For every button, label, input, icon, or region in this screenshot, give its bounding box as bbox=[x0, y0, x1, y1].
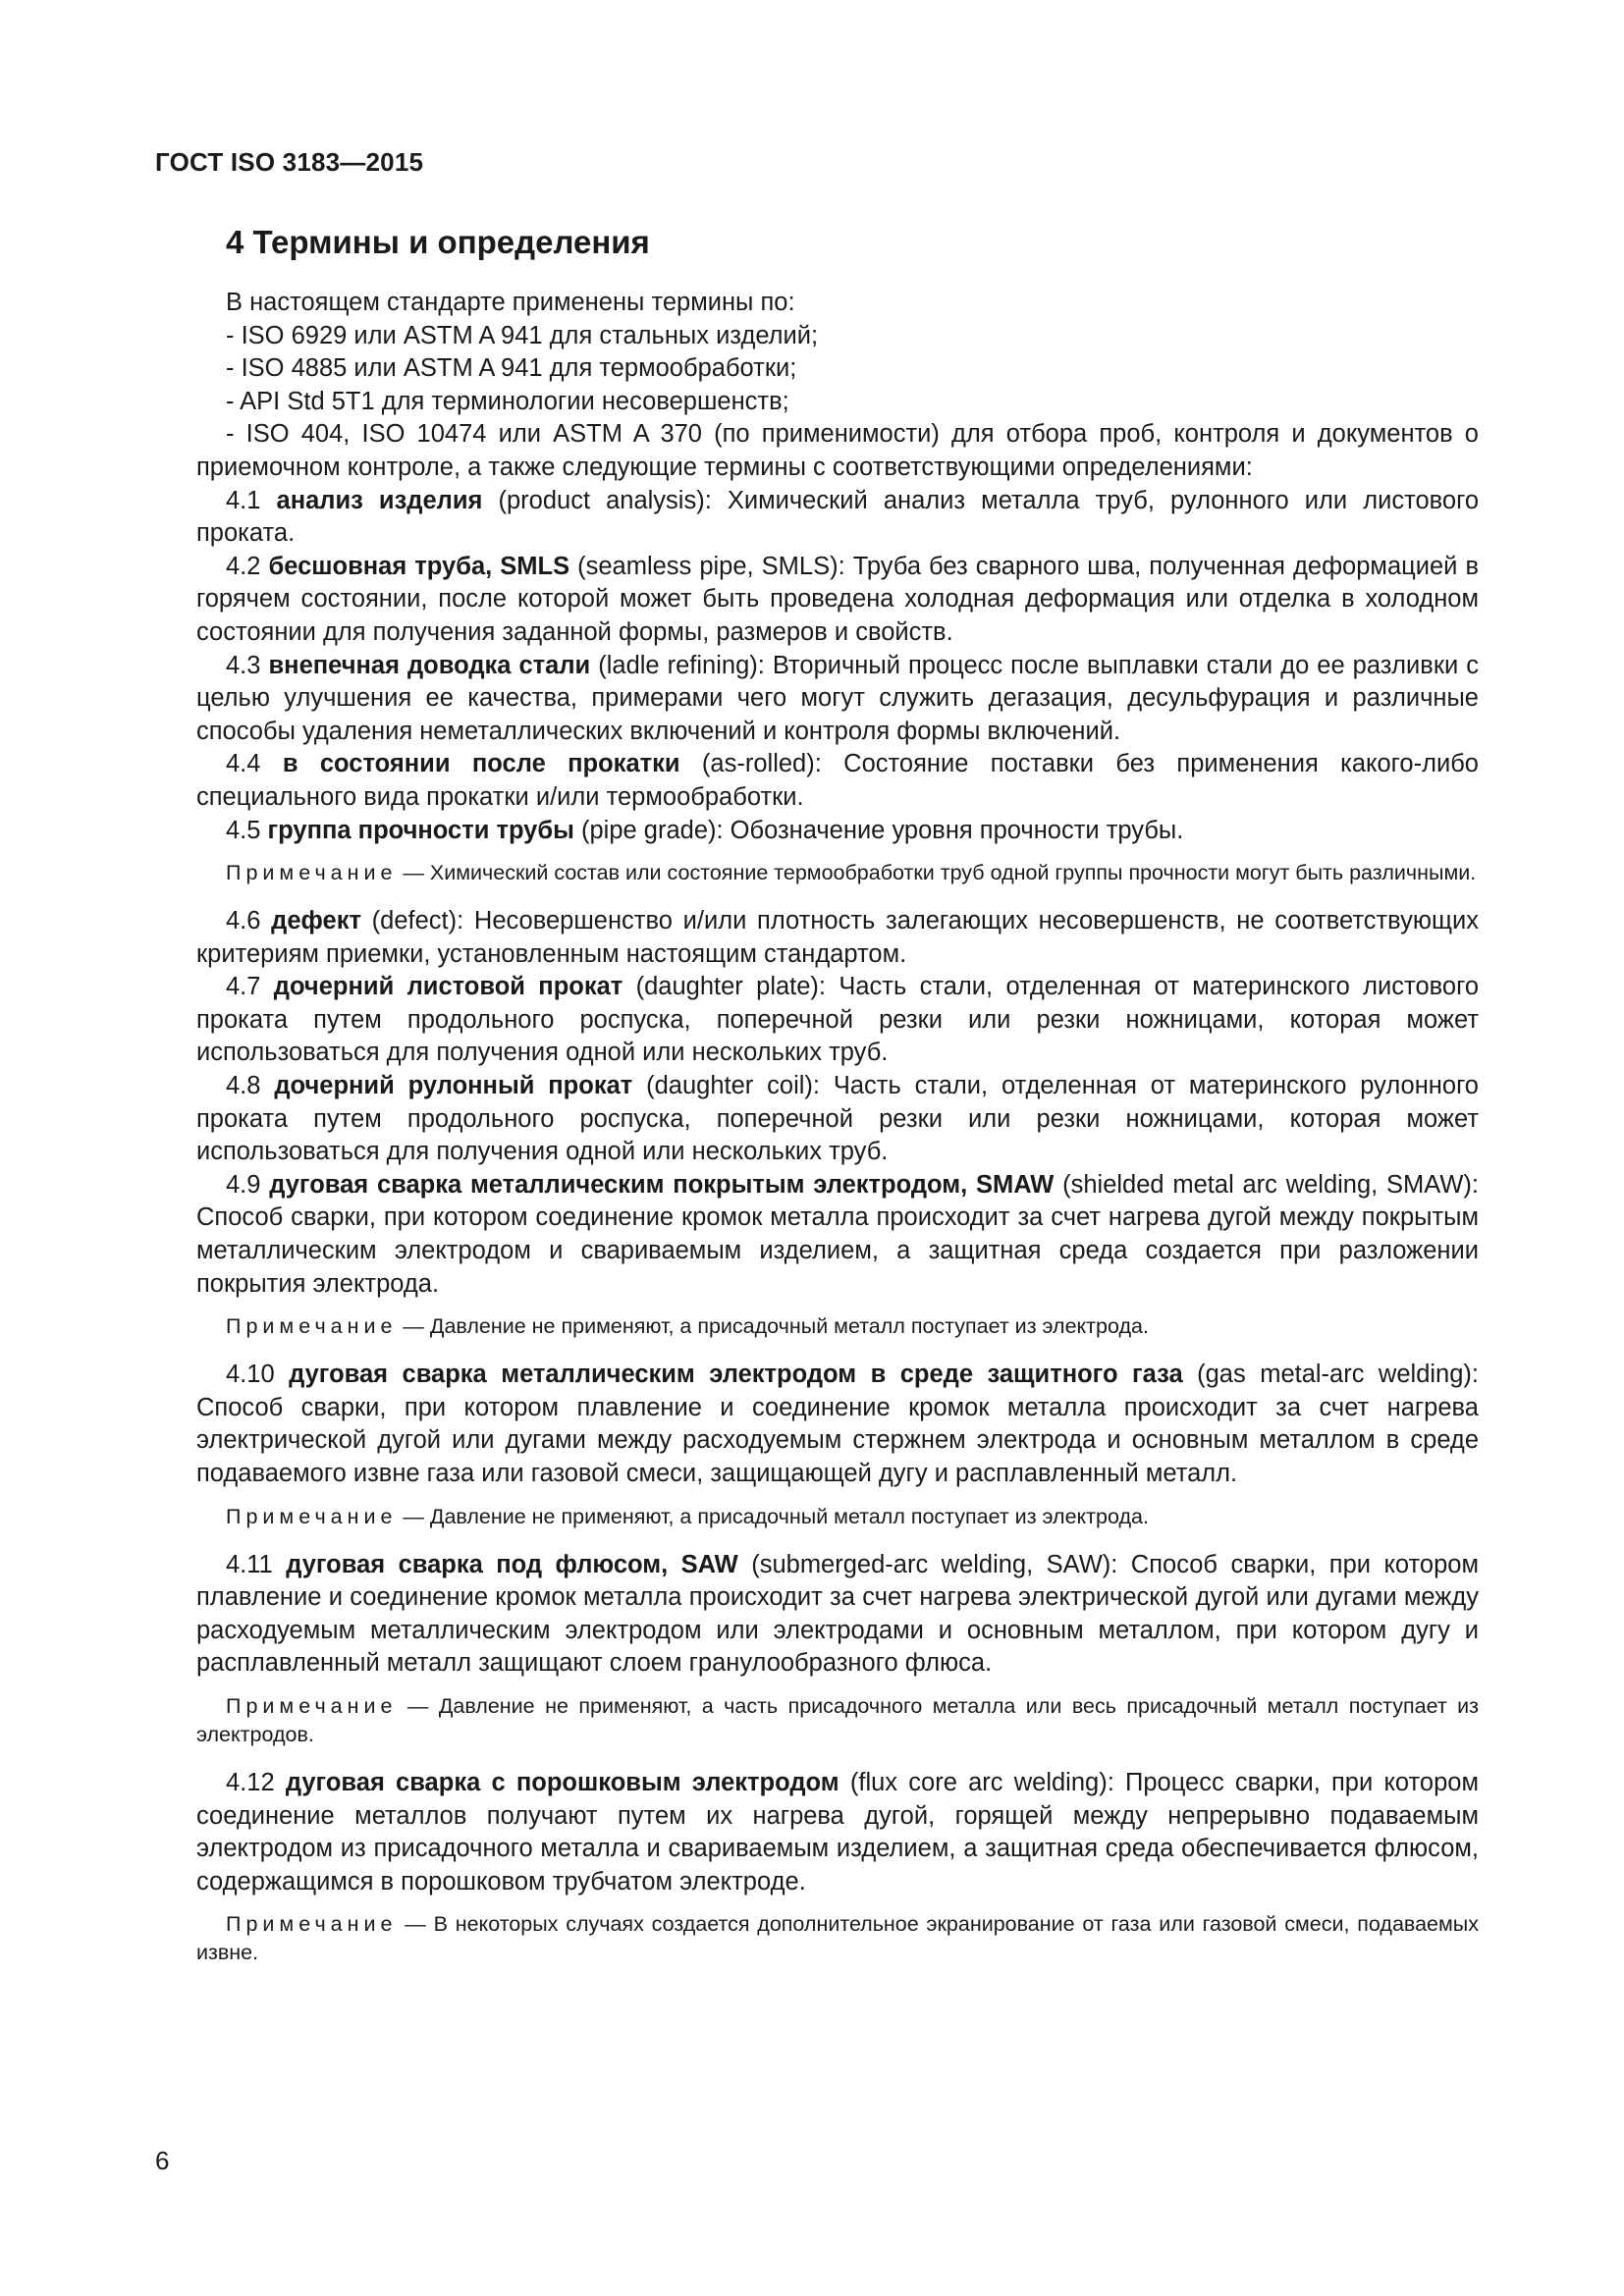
term-4-7 bbox=[196, 971, 1479, 1070]
term-definition: (pipe grade): Обозначение уровня прочности трубы. bbox=[573, 816, 1184, 844]
term-definition: (gas metal-arc welding): Способ сварки, при котором плавление и соединение кромок металла происходит за счет нагрева электрической дугой или дугами между расходуемым стержнем электрода и основным металлом в среде подаваемого извне газа или газовой смеси, защищающей дугу и расплавленный металл. bbox=[196, 1361, 1479, 1487]
term-4-10 bbox=[196, 1359, 1479, 1490]
term-4-5 bbox=[196, 815, 1479, 848]
note-label: Примечание bbox=[226, 1504, 398, 1528]
term-definition: (seamless pipe, SMLS): Труба без сварного шва, полученная деформацией в горячем состоянии, после которой может быть проведена холодная деформация или отделка в холодном состоянии для получения заданной формы, размеров и свойств. bbox=[196, 552, 1479, 646]
term-4-11 bbox=[196, 1549, 1479, 1681]
term-4-8 bbox=[196, 1070, 1479, 1169]
note-label: Примечание bbox=[226, 861, 398, 885]
term-name: дуговая сварка металлическим покрытым электродом, SMAW bbox=[269, 1170, 1055, 1199]
note-text: — Давление не применяют, а присадочный металл поступает из электрода. bbox=[397, 1504, 1149, 1528]
term-definition: (flux core arc welding): Процесс сварки, при котором соединение металлов получают путем их нагрева дугой, горящей между непрерывно подаваемым электродом из присадочного металла и свариваемым изделием, а защитная среда обеспечивается флюсом, содержащимся в порошковом трубчатом электроде. bbox=[196, 1768, 1479, 1896]
note-4-12 bbox=[196, 1910, 1479, 1967]
term-name: бесшовная труба, SMLS bbox=[268, 552, 570, 580]
term-name: группа прочности трубы bbox=[267, 816, 574, 844]
note-label: Примечание bbox=[226, 1912, 398, 1937]
note-label: Примечание bbox=[226, 1693, 398, 1718]
term-name: анализ изделия bbox=[276, 486, 483, 514]
term-definition: (submerged-arc welding, SAW): Способ сварки, при котором плавление и соединение кромок металла происходит за счет нагрева электрической дугой или дугами между расходуемым металлическим электродом или электродами и основным металлом, при котором дугу и расплавленный металл защищают слоем гранулообразного флюса. bbox=[196, 1550, 1479, 1678]
note-4-9 bbox=[196, 1312, 1479, 1341]
term-number: 4.11 bbox=[226, 1550, 273, 1578]
term-number: 4.2 bbox=[226, 552, 261, 580]
term-4-6 bbox=[196, 905, 1479, 971]
term-definition: (daughter plate): Часть стали, отделенная от материнского листового проката путем продольного роспуска, поперечной резки или резки ножницами, которая может использоваться для получения одной или нескольких труб. bbox=[196, 973, 1479, 1067]
term-number: 4.12 bbox=[226, 1768, 275, 1796]
term-name: дочерний листовой прокат bbox=[273, 973, 623, 1001]
term-name: дефект bbox=[271, 907, 361, 935]
document-code-header: ГОСТ ISO 3183—2015 bbox=[155, 147, 424, 177]
term-number: 4.3 bbox=[226, 651, 261, 679]
term-name: дуговая сварка с порошковым электродом bbox=[285, 1768, 839, 1796]
intro-item: - API Std 5T1 для терминологии несовершенств; bbox=[226, 387, 789, 415]
term-definition: (defect): Несовершенство и/или плотность залегающих несовершенств, не соответствующих критериям приемки, установленным настоящим стандартом. bbox=[196, 907, 1480, 968]
note-text: — Химический состав или состояние термообработки труб одной группы прочности могут быть различными. bbox=[397, 861, 1477, 885]
intro-item: - ISO 4885 или ASTM A 941 для термообработки; bbox=[226, 354, 797, 383]
term-4-2 bbox=[196, 551, 1479, 650]
term-number: 4.6 bbox=[226, 907, 261, 935]
term-number: 4.1 bbox=[226, 486, 261, 514]
term-name: дуговая сварка металлическим электродом в среде защитного газа bbox=[289, 1361, 1183, 1389]
intro-item: - ISO 6929 или ASTM A 941 для стальных изделий; bbox=[226, 321, 819, 349]
term-definition: (product analysis): Химический анализ металла труб, рулонного или листового проката. bbox=[196, 486, 1480, 548]
note-4-10 bbox=[196, 1503, 1479, 1531]
section-title: 4 Термины и определения bbox=[226, 224, 650, 260]
term-number: 4.4 bbox=[226, 750, 261, 778]
term-number: 4.7 bbox=[226, 973, 261, 1001]
note-text: — В некоторых случаях создается дополнительное экранирование от газа или газовой смеси, подаваемых извне. bbox=[196, 1912, 1479, 1965]
term-name: дуговая сварка под флюсом, SAW bbox=[286, 1550, 738, 1578]
term-4-4 bbox=[196, 748, 1479, 814]
term-name: внепечная доводка стали bbox=[268, 651, 591, 679]
note-text: — Давление не применяют, а присадочный металл поступает из электрода. bbox=[397, 1314, 1149, 1339]
note-label: Примечание bbox=[226, 1314, 398, 1339]
term-definition: (daughter coil): Часть стали, отделенная от материнского рулонного проката путем продольного роспуска, поперечной резки или резки ножницами, которая может использоваться для получения одной или нескольких труб. bbox=[196, 1072, 1479, 1166]
term-definition: (as-rolled): Состояние поставки без применения какого-либо специального вида прокатки и/или термообработки. bbox=[196, 750, 1479, 811]
term-number: 4.9 bbox=[226, 1170, 261, 1199]
page-number: 6 bbox=[155, 2146, 170, 2175]
term-name: в состоянии после прокатки bbox=[282, 750, 680, 778]
term-number: 4.10 bbox=[226, 1361, 275, 1389]
term-number: 4.8 bbox=[226, 1072, 261, 1100]
note-4-11 bbox=[196, 1692, 1479, 1749]
note-text: — Давление не применяют, а часть присадочного металла или весь присадочный металл поступает из электродов. bbox=[196, 1693, 1479, 1746]
intro-lead: В настоящем стандарте применены термины по: bbox=[226, 289, 795, 316]
term-4-1 bbox=[196, 485, 1479, 551]
document-body bbox=[196, 287, 1479, 1985]
term-4-3 bbox=[196, 650, 1479, 749]
term-definition: (ladle refining): Вторичный процесс после выплавки стали до ее разливки с целью улучшения ее качества, примерами чего могут служить дегазация, десульфурация и различные способы удаления неметаллических включений и контроля формы включений. bbox=[196, 651, 1479, 745]
term-4-9 bbox=[196, 1169, 1479, 1301]
note-4-5 bbox=[196, 859, 1479, 887]
term-number: 4.5 bbox=[226, 816, 261, 844]
term-definition: (shielded metal arc welding, SMAW): Способ сварки, при котором соединение кромок металла происходит за счет нагрева дугой между покрытым металлическим электродом и свариваемым изделием, а защитная среда создается при разложении покрытия электрода. bbox=[196, 1170, 1479, 1298]
term-4-12 bbox=[196, 1767, 1479, 1898]
intro-item: - ISO 404, ISO 10474 или ASTM A 370 (по применимости) для отбора проб, контроля и документов о приемочном контроле, а также следующие термины с соответствующими определениями: bbox=[196, 420, 1479, 481]
term-name: дочерний рулонный прокат bbox=[274, 1072, 633, 1100]
